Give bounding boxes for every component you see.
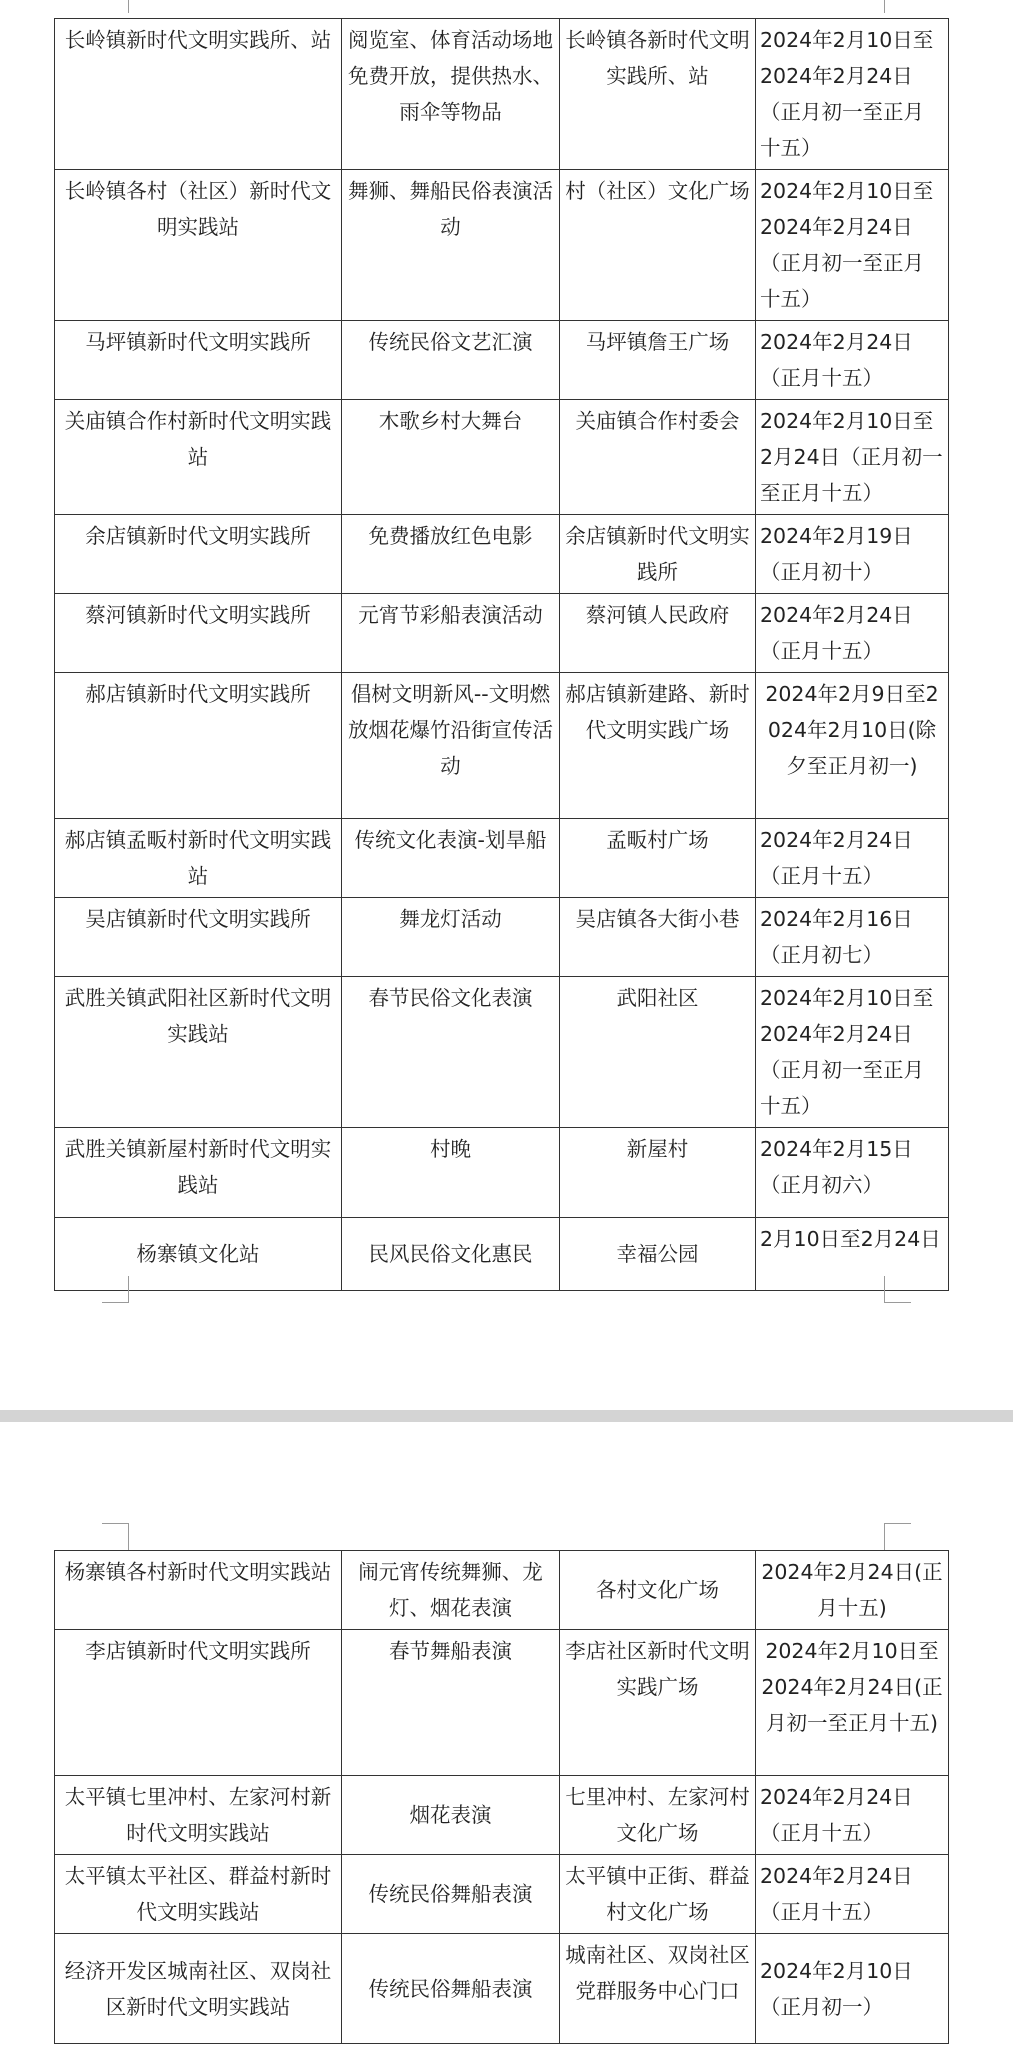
cell-activity: 传统民俗舞船表演 — [342, 1934, 560, 2044]
cell-activity: 免费播放红色电影 — [342, 515, 560, 594]
cell-location: 城南社区、双岗社区党群服务中心门口 — [560, 1934, 756, 2044]
table-row — [55, 898, 949, 977]
cell-activity: 传统民俗舞船表演 — [342, 1855, 560, 1934]
cell-activity: 阅览室、体育活动场地免费开放，提供热水、雨伞等物品 — [342, 19, 560, 170]
crop-mark — [884, 1523, 911, 1550]
cell-time: 2024年2月10日至2024年2月24日(正月初一至正月十五) — [756, 1630, 949, 1776]
cell-time: 2024年2月24日（正月十五） — [756, 1776, 949, 1855]
cell-organizer: 长岭镇新时代文明实践所、站 — [55, 19, 342, 170]
cell-activity: 传统民俗文艺汇演 — [342, 321, 560, 400]
cell-organizer: 杨寨镇各村新时代文明实践站 — [55, 1551, 342, 1630]
table-row — [55, 515, 949, 594]
cell-activity: 舞龙灯活动 — [342, 898, 560, 977]
cell-location: 蔡河镇人民政府 — [560, 594, 756, 673]
cell-time: 2024年2月10日至2024年2月24日（正月初一至正月十五） — [756, 19, 949, 170]
cell-location: 村（社区）文化广场 — [560, 170, 756, 321]
cell-location: 各村文化广场 — [560, 1551, 756, 1630]
cell-location: 武阳社区 — [560, 977, 756, 1128]
table-row — [55, 1934, 949, 2044]
table-row — [55, 1128, 949, 1218]
table-row — [55, 19, 949, 170]
crop-mark — [884, 1276, 911, 1303]
cell-activity: 闹元宵传统舞狮、龙灯、烟花表演 — [342, 1551, 560, 1630]
cell-activity: 倡树文明新风--文明燃放烟花爆竹沿街宣传活动 — [342, 673, 560, 819]
cell-organizer: 太平镇七里冲村、左家河村新时代文明实践站 — [55, 1776, 342, 1855]
table-row — [55, 1776, 949, 1855]
cell-location: 幸福公园 — [560, 1218, 756, 1291]
cell-organizer: 马坪镇新时代文明实践所 — [55, 321, 342, 400]
cell-organizer: 吴店镇新时代文明实践所 — [55, 898, 342, 977]
cell-location: 吴店镇各大街小巷 — [560, 898, 756, 977]
table-row — [55, 673, 949, 819]
cell-time: 2024年2月15日（正月初六） — [756, 1128, 949, 1218]
cell-organizer: 武胜关镇新屋村新时代文明实践站 — [55, 1128, 342, 1218]
cell-time: 2024年2月19日（正月初十） — [756, 515, 949, 594]
cell-activity: 春节民俗文化表演 — [342, 977, 560, 1128]
cell-organizer: 郝店镇孟畈村新时代文明实践站 — [55, 819, 342, 898]
cell-time: 2024年2月24日（正月十五） — [756, 594, 949, 673]
cell-organizer: 长岭镇各村（社区）新时代文明实践站 — [55, 170, 342, 321]
table-row — [55, 170, 949, 321]
cell-time: 2024年2月24日（正月十五） — [756, 819, 949, 898]
cell-location: 七里冲村、左家河村文化广场 — [560, 1776, 756, 1855]
table-row — [55, 977, 949, 1128]
cell-organizer: 余店镇新时代文明实践所 — [55, 515, 342, 594]
cell-organizer: 郝店镇新时代文明实践所 — [55, 673, 342, 819]
events-table-page-2 — [54, 1550, 949, 2044]
cell-organizer: 关庙镇合作村新时代文明实践站 — [55, 400, 342, 515]
table-row — [55, 1630, 949, 1776]
cell-time: 2024年2月24日（正月十五） — [756, 1855, 949, 1934]
cell-location: 马坪镇詹王广场 — [560, 321, 756, 400]
table-row — [55, 321, 949, 400]
cell-time: 2024年2月24日(正月十五) — [756, 1551, 949, 1630]
table-row — [55, 819, 949, 898]
cell-organizer: 经济开发区城南社区、双岗社区新时代文明实践站 — [55, 1934, 342, 2044]
cell-organizer: 李店镇新时代文明实践所 — [55, 1630, 342, 1776]
document-page-2 — [0, 1422, 1013, 2051]
cell-time: 2024年2月10日至2024年2月24日（正月初一至正月十五） — [756, 170, 949, 321]
cell-time: 2024年2月10日至2月24日（正月初一至正月十五） — [756, 400, 949, 515]
cell-organizer: 太平镇太平社区、群益村新时代文明实践站 — [55, 1855, 342, 1934]
table-row — [55, 1855, 949, 1934]
table-row — [55, 594, 949, 673]
events-table-page-1 — [54, 18, 949, 1291]
cell-organizer: 武胜关镇武阳社区新时代文明实践站 — [55, 977, 342, 1128]
cell-time: 2024年2月10日至2024年2月24日（正月初一至正月十五） — [756, 977, 949, 1128]
table-row — [55, 1551, 949, 1630]
cell-activity: 舞狮、舞船民俗表演活动 — [342, 170, 560, 321]
cell-time: 2024年2月16日（正月初七） — [756, 898, 949, 977]
cell-location: 关庙镇合作村委会 — [560, 400, 756, 515]
page-separator — [0, 1410, 1013, 1422]
cell-organizer: 杨寨镇文化站 — [55, 1218, 342, 1291]
crop-mark — [102, 0, 129, 13]
cell-time: 2月10日至2月24日 — [756, 1218, 949, 1291]
crop-mark — [884, 0, 911, 13]
cell-time: 2024年2月24日（正月十五） — [756, 321, 949, 400]
cell-location: 李店社区新时代文明实践广场 — [560, 1630, 756, 1776]
cell-activity: 春节舞船表演 — [342, 1630, 560, 1776]
cell-activity: 传统文化表演-划旱船 — [342, 819, 560, 898]
table-row — [55, 1218, 949, 1291]
cell-activity: 村晚 — [342, 1128, 560, 1218]
cell-location: 长岭镇各新时代文明实践所、站 — [560, 19, 756, 170]
cell-location: 太平镇中正街、群益村文化广场 — [560, 1855, 756, 1934]
cell-organizer: 蔡河镇新时代文明实践所 — [55, 594, 342, 673]
cell-location: 郝店镇新建路、新时代文明实践广场 — [560, 673, 756, 819]
cell-activity: 元宵节彩船表演活动 — [342, 594, 560, 673]
table-row — [55, 400, 949, 515]
crop-mark — [102, 1276, 129, 1303]
crop-mark — [102, 1523, 129, 1550]
cell-activity: 烟花表演 — [342, 1776, 560, 1855]
cell-time: 2024年2月9日至2024年2月10日(除夕至正月初一) — [756, 673, 949, 819]
cell-activity: 木歌乡村大舞台 — [342, 400, 560, 515]
cell-activity: 民风民俗文化惠民 — [342, 1218, 560, 1291]
cell-location: 孟畈村广场 — [560, 819, 756, 898]
cell-location: 新屋村 — [560, 1128, 756, 1218]
cell-time: 2024年2月10日（正月初一） — [756, 1934, 949, 2044]
cell-location: 余店镇新时代文明实践所 — [560, 515, 756, 594]
